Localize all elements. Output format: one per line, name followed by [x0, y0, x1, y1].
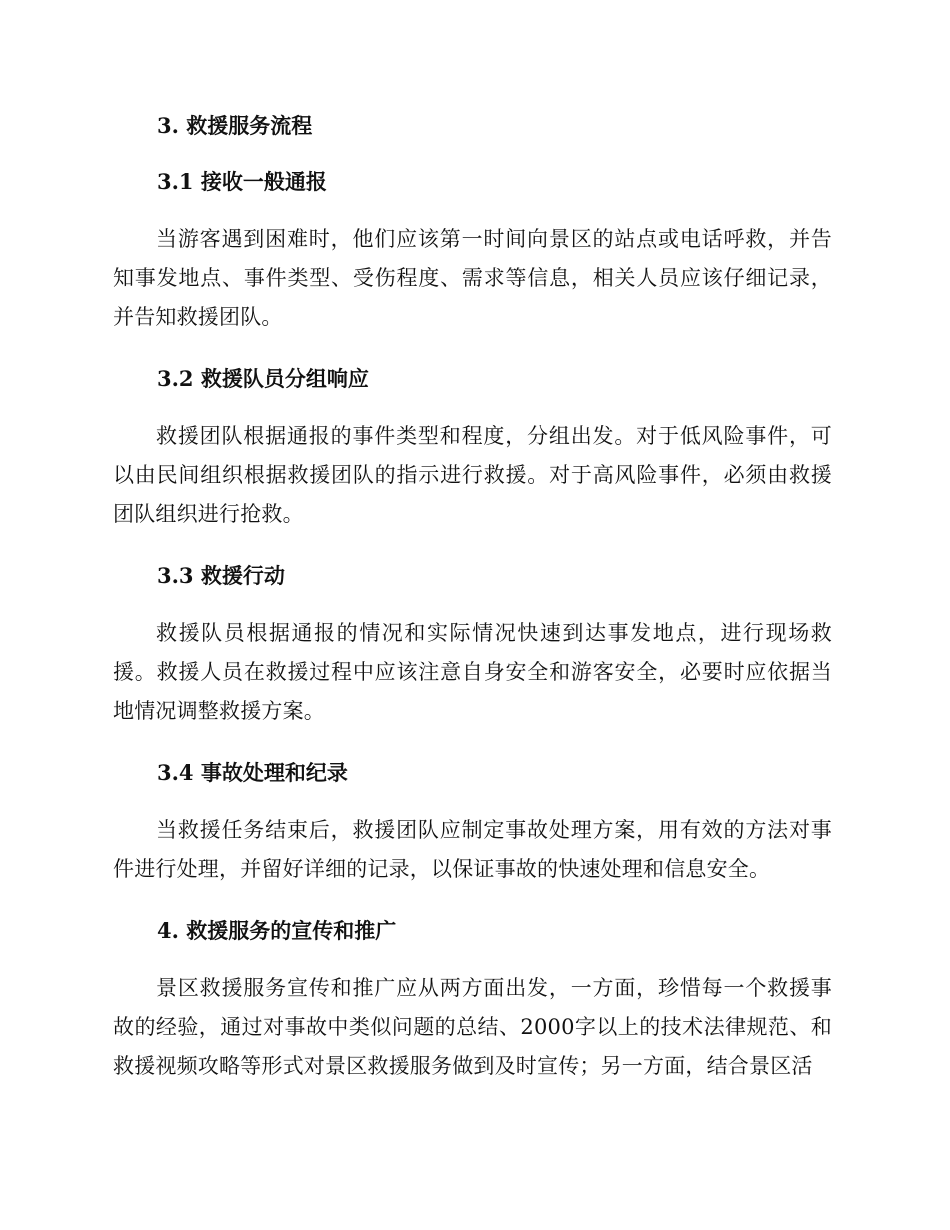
section-heading-3-2: 3.2 救援队员分组响应: [157, 366, 369, 391]
paragraph-3-1: 当游客遇到困难时，他们应该第一时间向景区的站点或电话呼救，并告知事发地点、事件类型、受伤程度、需求等信息，相关人员应该仔细记录，并告知救援团队。: [113, 227, 832, 329]
paragraph-3-4: 当救援任务结束后，救援团队应制定事故处理方案，用有效的方法对事件进行处理，并留好详细的记录，以保证事故的快速处理和信息安全。: [113, 818, 832, 881]
section-heading-3-3: 3.3 救援行动: [157, 563, 285, 588]
paragraph-3-3: 救援队员根据通报的情况和实际情况快速到达事发地点，进行现场救援。救援人员在救援过程中应该注意自身安全和游客安全，必要时应依据当地情况调整救援方案。: [113, 621, 832, 723]
paragraph-3-2: 救援团队根据通报的事件类型和程度，分组出发。对于低风险事件，可以由民间组织根据救援团队的指示进行救援。对于高风险事件，必须由救援团队组织进行抢救。: [113, 424, 832, 526]
paragraph-4: 景区救援服务宣传和推广应从两方面出发，一方面，珍惜每一个救援事故的经验，通过对事故中类似问题的总结、2000字以上的技术法律规范、和救援视频攻略等形式对景区救援服务做到及时宣传；另一方面，结合景区活: [113, 976, 832, 1078]
section-heading-3-4: 3.4 事故处理和纪录: [157, 760, 348, 785]
section-heading-3: 3. 救援服务流程: [157, 113, 313, 138]
section-heading-4: 4. 救援服务的宣传和推广: [157, 918, 397, 943]
section-heading-3-1: 3.1 接收一般通报: [157, 169, 327, 194]
